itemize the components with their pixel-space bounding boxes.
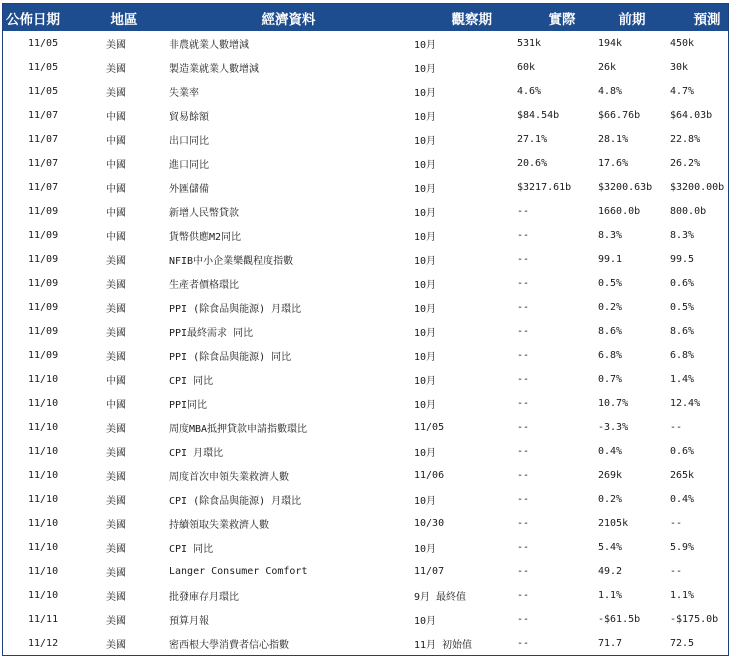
header-region: 地區 [103,4,166,31]
cell-actual: $3217.61b [517,181,572,193]
cell-previous: 1660.0b [598,205,641,217]
table-row [3,343,728,367]
table-row [3,199,728,223]
cell-previous: 6.8% [598,349,623,361]
table-row [3,511,728,535]
cell-economic-data: PPI最終需求 同比 [169,327,254,339]
table-row [3,127,728,151]
table-row [3,151,728,175]
cell-previous: $66.76b [598,109,641,121]
table-row [3,79,728,103]
cell-release-date: 11/10 [28,565,59,577]
cell-forecast: 1.4% [670,373,695,385]
cell-actual: 531k [517,37,542,49]
cell-previous: 49.2 [598,565,623,577]
cell-region: 中國 [106,207,126,219]
cell-release-date: 11/10 [28,445,59,457]
cell-release-date: 11/05 [28,37,59,49]
table-row [3,631,728,655]
cell-previous: 28.1% [598,133,629,145]
cell-observation-period: 11月 初始值 [414,639,473,651]
cell-region: 美國 [106,471,126,483]
cell-region: 中國 [106,231,126,243]
cell-previous: 26k [598,61,617,73]
cell-release-date: 11/05 [28,85,59,97]
cell-actual: -- [517,349,530,361]
table-row [3,319,728,343]
cell-economic-data: 貨幣供應M2同比 [169,231,242,243]
cell-economic-data: 製造業就業人數增減 [169,63,259,75]
cell-release-date: 11/07 [28,181,59,193]
cell-actual: -- [517,637,530,649]
cell-economic-data: 預算月報 [169,615,209,627]
cell-forecast: 4.7% [670,85,695,97]
cell-region: 美國 [106,279,126,291]
cell-region: 美國 [106,447,126,459]
cell-economic-data: 非農就業人數增減 [169,39,249,51]
cell-observation-period: 10/30 [414,517,445,529]
cell-region: 美國 [106,495,126,507]
cell-economic-data: CPI 月環比 [169,447,224,459]
cell-economic-data: PPI (除食品與能源) 同比 [169,351,292,363]
table-header-row [3,4,728,31]
table-row [3,559,728,583]
cell-observation-period: 11/06 [414,469,445,481]
table-row [3,247,728,271]
cell-region: 美國 [106,39,126,51]
header-actual: 實際 [515,4,592,31]
cell-economic-data: 進口同比 [169,159,209,171]
cell-economic-data: 貿易餘額 [169,111,209,123]
header-release-date: 公佈日期 [3,4,103,31]
cell-economic-data: 生產者價格環比 [169,279,239,291]
cell-forecast: -$175.0b [670,613,719,625]
cell-actual: -- [517,325,530,337]
table-row [3,415,728,439]
cell-previous: 194k [598,37,623,49]
cell-actual: -- [517,205,530,217]
cell-forecast: $3200.00b [670,181,725,193]
cell-economic-data: 出口同比 [169,135,209,147]
cell-observation-period: 10月 [414,447,437,459]
cell-region: 美國 [106,591,126,603]
cell-economic-data: 失業率 [169,87,199,99]
cell-previous: 0.2% [598,301,623,313]
cell-release-date: 11/09 [28,229,59,241]
cell-forecast: 8.3% [670,229,695,241]
cell-forecast: 800.0b [670,205,707,217]
table-row [3,391,728,415]
cell-previous: 0.7% [598,373,623,385]
cell-actual: -- [517,517,530,529]
cell-economic-data: 批發庫存月環比 [169,591,239,603]
cell-observation-period: 10月 [414,279,437,291]
cell-forecast: 450k [670,37,695,49]
cell-previous: 8.3% [598,229,623,241]
cell-previous: -3.3% [598,421,629,433]
cell-region: 美國 [106,87,126,99]
cell-region: 中國 [106,111,126,123]
cell-region: 中國 [106,159,126,171]
cell-forecast: 6.8% [670,349,695,361]
cell-release-date: 11/09 [28,277,59,289]
cell-previous: 0.2% [598,493,623,505]
cell-actual: -- [517,469,530,481]
cell-previous: $3200.63b [598,181,653,193]
cell-release-date: 11/10 [28,541,59,553]
cell-forecast: 26.2% [670,157,701,169]
cell-forecast: 8.6% [670,325,695,337]
cell-observation-period: 10月 [414,399,437,411]
cell-observation-period: 10月 [414,615,437,627]
cell-forecast: 0.4% [670,493,695,505]
cell-forecast: 22.8% [670,133,701,145]
cell-release-date: 11/07 [28,133,59,145]
cell-observation-period: 10月 [414,495,437,507]
cell-forecast: $64.03b [670,109,713,121]
cell-region: 中國 [106,183,126,195]
header-previous: 前期 [592,4,669,31]
cell-forecast: 5.9% [670,541,695,553]
cell-actual: -- [517,253,530,265]
cell-release-date: 11/07 [28,157,59,169]
table-row [3,31,728,55]
cell-release-date: 11/11 [28,613,59,625]
cell-release-date: 11/05 [28,61,59,73]
cell-forecast: 30k [670,61,689,73]
cell-region: 美國 [106,639,126,651]
cell-release-date: 11/09 [28,205,59,217]
cell-actual: -- [517,493,530,505]
cell-forecast: 12.4% [670,397,701,409]
cell-actual: -- [517,277,530,289]
cell-observation-period: 10月 [414,351,437,363]
cell-observation-period: 11/07 [414,565,445,577]
cell-region: 中國 [106,135,126,147]
table-row [3,103,728,127]
cell-previous: 5.4% [598,541,623,553]
cell-actual: 20.6% [517,157,548,169]
table-row [3,175,728,199]
cell-previous: 1.1% [598,589,623,601]
cell-forecast: 0.5% [670,301,695,313]
cell-observation-period: 9月 最終值 [414,591,467,603]
cell-region: 美國 [106,351,126,363]
table-body [3,31,728,655]
cell-previous: -$61.5b [598,613,641,625]
cell-observation-period: 10月 [414,231,437,243]
cell-previous: 0.5% [598,277,623,289]
cell-observation-period: 10月 [414,255,437,267]
cell-forecast: -- [670,517,683,529]
cell-economic-data: NFIB中小企業樂觀程度指數 [169,255,294,267]
cell-previous: 17.6% [598,157,629,169]
cell-previous: 10.7% [598,397,629,409]
cell-observation-period: 10月 [414,303,437,315]
cell-economic-data: PPI同比 [169,399,208,411]
cell-observation-period: 10月 [414,87,437,99]
cell-observation-period: 10月 [414,63,437,75]
cell-observation-period: 10月 [414,543,437,555]
cell-economic-data: 外匯儲備 [169,183,209,195]
cell-forecast: -- [670,565,683,577]
cell-previous: 2105k [598,517,629,529]
cell-release-date: 11/10 [28,517,59,529]
cell-economic-data: 新增人民幣貸款 [169,207,239,219]
cell-region: 中國 [106,399,126,411]
header-forecast: 預測 [669,4,728,31]
cell-economic-data: 周度首次申領失業救濟人數 [169,471,289,483]
cell-actual: 27.1% [517,133,548,145]
cell-region: 美國 [106,543,126,555]
cell-release-date: 11/09 [28,325,59,337]
cell-release-date: 11/10 [28,493,59,505]
cell-actual: -- [517,613,530,625]
cell-release-date: 11/12 [28,637,59,649]
cell-previous: 269k [598,469,623,481]
cell-release-date: 11/10 [28,421,59,433]
table-row [3,463,728,487]
cell-forecast: 99.5 [670,253,695,265]
cell-observation-period: 10月 [414,159,437,171]
table-row [3,487,728,511]
cell-region: 美國 [106,423,126,435]
cell-forecast: 265k [670,469,695,481]
cell-release-date: 11/10 [28,397,59,409]
cell-forecast: 72.5 [670,637,695,649]
table-row [3,439,728,463]
cell-economic-data: 密西根大學消費者信心指數 [169,639,289,651]
cell-forecast: 0.6% [670,277,695,289]
cell-region: 美國 [106,567,126,579]
economic-calendar-frame [2,3,729,656]
cell-observation-period: 10月 [414,375,437,387]
cell-forecast: -- [670,421,683,433]
cell-region: 美國 [106,615,126,627]
cell-region: 美國 [106,327,126,339]
cell-actual: 4.6% [517,85,542,97]
cell-release-date: 11/09 [28,253,59,265]
cell-previous: 8.6% [598,325,623,337]
cell-region: 美國 [106,519,126,531]
cell-actual: -- [517,589,530,601]
cell-actual: 60k [517,61,536,73]
cell-release-date: 11/10 [28,469,59,481]
cell-observation-period: 10月 [414,207,437,219]
cell-observation-period: 10月 [414,327,437,339]
cell-release-date: 11/10 [28,373,59,385]
cell-previous: 4.8% [598,85,623,97]
cell-actual: -- [517,373,530,385]
table-row [3,535,728,559]
cell-economic-data: CPI (除食品與能源) 月環比 [169,495,302,507]
cell-release-date: 11/07 [28,109,59,121]
cell-actual: -- [517,229,530,241]
header-economic-data: 經濟資料 [166,4,411,31]
cell-observation-period: 10月 [414,183,437,195]
cell-actual: $84.54b [517,109,560,121]
cell-actual: -- [517,445,530,457]
table-row [3,271,728,295]
table-row [3,295,728,319]
cell-economic-data: PPI (除食品與能源) 月環比 [169,303,302,315]
cell-previous: 99.1 [598,253,623,265]
table-row [3,583,728,607]
cell-forecast: 0.6% [670,445,695,457]
cell-observation-period: 10月 [414,111,437,123]
cell-previous: 71.7 [598,637,623,649]
cell-economic-data: 持續領取失業救濟人數 [169,519,269,531]
cell-economic-data: Langer Consumer Comfort [169,565,308,577]
cell-actual: -- [517,397,530,409]
cell-observation-period: 11/05 [414,421,445,433]
cell-actual: -- [517,301,530,313]
cell-region: 美國 [106,303,126,315]
cell-region: 美國 [106,255,126,267]
cell-region: 中國 [106,375,126,387]
cell-release-date: 11/09 [28,301,59,313]
header-observation-period: 觀察期 [411,4,515,31]
cell-release-date: 11/09 [28,349,59,361]
cell-observation-period: 10月 [414,135,437,147]
cell-actual: -- [517,565,530,577]
table-row [3,55,728,79]
cell-actual: -- [517,421,530,433]
cell-observation-period: 10月 [414,39,437,51]
table-row [3,607,728,631]
cell-actual: -- [517,541,530,553]
cell-economic-data: 周度MBA抵押貸款申請指數環比 [169,423,308,435]
economic-calendar-table [3,4,729,655]
cell-previous: 0.4% [598,445,623,457]
cell-economic-data: CPI 同比 [169,543,214,555]
table-row [3,223,728,247]
cell-forecast: 1.1% [670,589,695,601]
cell-region: 美國 [106,63,126,75]
cell-economic-data: CPI 同比 [169,375,214,387]
table-row [3,367,728,391]
cell-release-date: 11/10 [28,589,59,601]
